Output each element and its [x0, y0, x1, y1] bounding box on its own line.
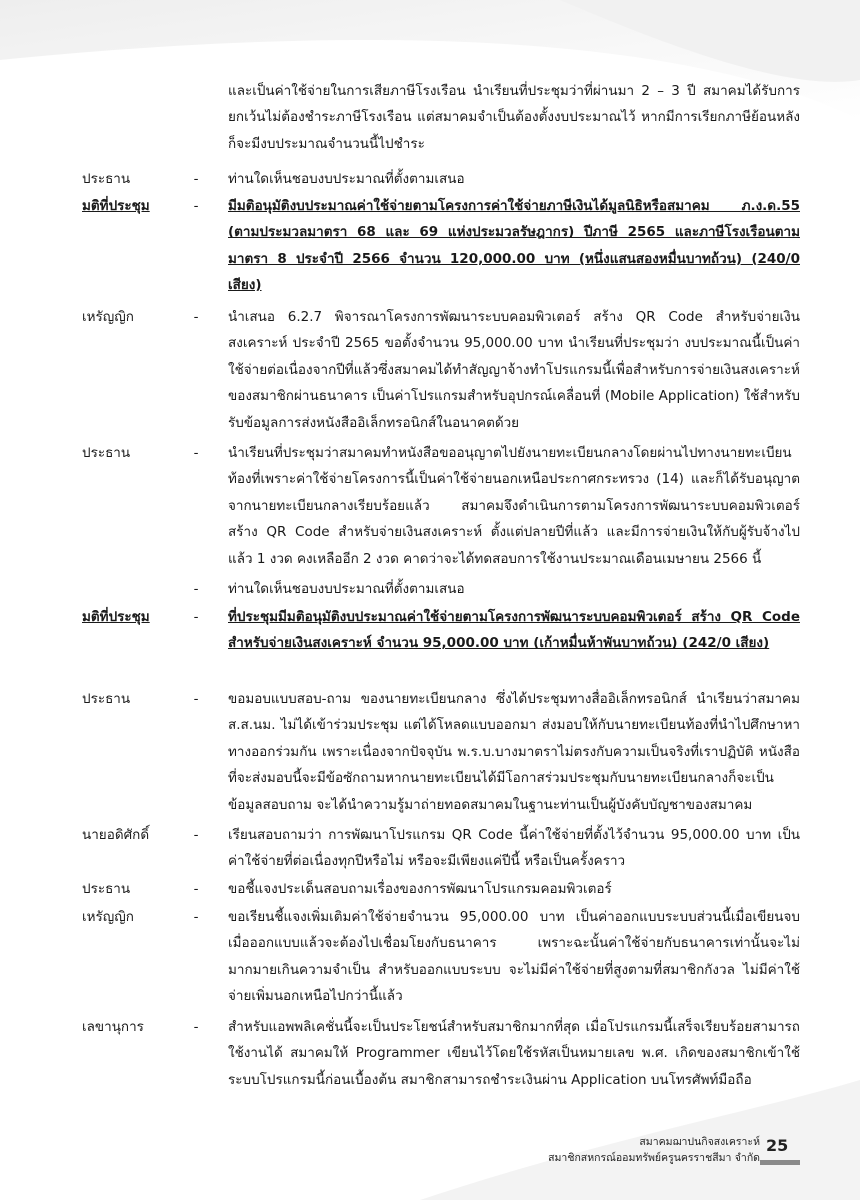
page-footer	[460, 1134, 760, 1166]
page-number: 25	[766, 1136, 789, 1155]
speaker-label: ประธาน	[82, 171, 131, 187]
resolution-label: มติที่ประชุม	[82, 198, 150, 214]
speaker-dash: -	[193, 581, 199, 597]
paragraph-text: ขอชี้แจงประเด็นสอบถามเรื่องของการพัฒนาโปรแกรมคอมพิวเตอร์	[228, 881, 612, 897]
resolution-label: มติที่ประชุม	[82, 609, 150, 625]
resolution-text: มีมติอนุมัติงบประมาณค่าใช้จ่ายตามโครงการค่าใช้จ่ายภาษีเงินได้มูลนิธิหรือสมาคม ภ.ง.ด.55 (ตามประมวลมาตรา 68 และ 69 แห่งประมวลรัษฎากร) ปีภาษี 2565 และภาษีโรงเรือนตามมาตรา 8 ประจำปี 2566 จำนวน 120,000.00 บาท (หนึ่งแสนสองหมื่นบาทถ้วน) (240/0 เสียง)	[228, 198, 800, 294]
paragraph-text: นำเสนอ 6.2.7 พิจารณาโครงการพัฒนาระบบคอมพิวเตอร์ สร้าง QR Code สำหรับจ่ายเงินสงเคราะห์ ประจำปี 2565 ขอตั้งจำนวน 95,000.00 บาท นำเรียนที่ประชุมว่า งบประมาณนี้เป็นค่าใช้จ่ายต่อเนื่องจากปีที่แล้วซึ่งสมาคมได้ทำสัญญาจ้างทำโปรแกรมนี้เพื่อสำหรับการจ่ายเงินสงเคราะห์ของสมาชิกผ่านธนาคาร เป็นค่าโปรแกรมสำหรับอุปกรณ์เคลื่อนที่ (Mobile Application) ใช้สำหรับรับข้อมูลการส่งหนังสืออิเล็กทรอนิกส์ในอนาคตด้วย	[228, 309, 800, 431]
speaker-dash: -	[193, 609, 199, 625]
paragraph-text: ท่านใดเห็นชอบงบประมาณที่ตั้งตามเสนอ	[228, 171, 465, 187]
footer-org-line1: สมาคมฌาปนกิจสงเคราะห์	[639, 1136, 760, 1148]
resolution-text: ที่ประชุมมีมติอนุมัติงบประมาณค่าใช้จ่ายตามโครงการพัฒนาระบบคอมพิวเตอร์ สร้าง QR Code สำหรับจ่ายเงินสงเคราะห์ จำนวน 95,000.00 บาท (เก้าหมื่นห้าพันบาทถ้วน) (242/0 เสียง)	[228, 609, 800, 652]
footer-accent-bar	[760, 1160, 800, 1165]
paragraph-text: ท่านใดเห็นชอบงบประมาณที่ตั้งตามเสนอ	[228, 581, 465, 597]
speaker-dash: -	[193, 171, 199, 187]
paragraph-text: ขอเรียนชี้แจงเพิ่มเติมค่าใช้จ่ายจำนวน 95,000.00 บาท เป็นค่าออกแบบระบบส่วนนี้เมื่อเขียนจบเมื่อออกแบบแล้วจะต้องไปเชื่อมโยงกับธนาคาร เพราะฉะนั้นค่าใช้จ่ายกับธนาคารเท่านั้นจะไม่มากมายเกินความจำเป็น สำหรับออกแบบระบบ จะไม่มีค่าใช้จ่ายที่สูงตามที่สมาชิกกังวล ไม่มีค่าใช้จ่ายเพิ่มนอกเหนือไปกว่านี้แล้ว	[228, 909, 800, 1005]
speaker-label: นายอดิศักดิ์	[82, 827, 150, 843]
paragraph-text: นำเรียนที่ประชุมว่าสมาคมทำหนังสือขออนุญาตไปยังนายทะเบียนกลางโดยผ่านไปทางนายทะเบียนท้องที่เพราะค่าใช้จ่ายโครงการนี้เป็นค่าใช้จ่ายนอกเหนือประกาศกระทรวง (14) และก็ได้รับอนุญาตจากนายทะเบียนกลางเรียบร้อยแล้ว สมาคมจึงดำเนินการตามโครงการพัฒนาระบบคอมพิวเตอร์ สร้าง QR Code สำหรับจ่ายเงินสงเคราะห์ ตั้งแต่ปลายปีที่แล้ว และมีการจ่ายเงินให้กับผู้รับจ้างไปแล้ว 1 งวด คงเหลืออีก 2 งวด คาดว่าจะได้ทดสอบการใช้งานประมาณเดือนเมษายน 2566 นี้	[228, 445, 800, 567]
speaker-dash: -	[193, 198, 199, 214]
speaker-label: ประธาน	[82, 445, 131, 461]
speaker-dash: -	[193, 1019, 199, 1035]
footer-org-line2: สมาชิกสหกรณ์ออมทรัพย์ครูนครราชสีมา จำกัด	[548, 1152, 760, 1164]
speaker-label: ประธาน	[82, 881, 131, 897]
speaker-dash: -	[193, 827, 199, 843]
speaker-dash: -	[193, 909, 199, 925]
speaker-label: เลขานุการ	[82, 1019, 144, 1035]
speaker-label: ประธาน	[82, 691, 131, 707]
paragraph-text: ขอมอบแบบสอบ-ถาม ของนายทะเบียนกลาง ซึ่งได้ประชุมทางสื่ออิเล็กทรอนิกส์ นำเรียนว่าสมาคม ส.ส.นม. ไม่ได้เข้าร่วมประชุม แต่ได้โหลดแบบออกมา ส่งมอบให้กับนายทะเบียนท้องที่นำไปศึกษาหาทางออกร่วมกัน เพราะเนื่องจากปัจจุบัน พ.ร.บ.บางมาตราไม่ตรงกับความเป็นจริงที่เราปฏิบัติ หนังสือที่จะส่งมอบนี้จะมีข้อซักถามหากนายทะเบียนได้มีโอกาสร่วมประชุมกับนายทะเบียนกลางก็จะเป็นข้อมูลสอบถาม จะได้นำความรู้มาถ่ายทอดสมาคมในฐานะท่านเป็นผู้บังคับบัญชาของสมาคม	[228, 691, 800, 813]
speaker-dash: -	[193, 881, 199, 897]
paragraph-text: สำหรับแอพพลิเคชั่นนี้จะเป็นประโยชน์สำหรับสมาชิกมากที่สุด เมื่อโปรแกรมนี้เสร็จเรียบร้อยสามารถใช้งานได้ สมาคมให้ Programmer เขียนไว้โดยใช้รหัสเป็นหมายเลข พ.ศ. เกิดของสมาชิกเข้าใช้ระบบโปรแกรมนี้ก่อนเบื้องต้น สมาชิกสามารถชำระเงินผ่าน Application บนโทรศัพท์มือถือ	[228, 1019, 800, 1088]
paragraph-text: และเป็นค่าใช้จ่ายในการเสียภาษีโรงเรือน นำเรียนที่ประชุมว่าที่ผ่านมา 2 – 3 ปี สมาคมได้รับการยกเว้นไม่ต้องชำระภาษีโรงเรือน แต่สมาคมจำเป็นต้องตั้งงบประมาณไว้ หากมีการเรียกภาษีย้อนหลังก็จะมีงบประมาณจำนวนนี้ไปชำระ	[228, 83, 800, 152]
speaker-dash: -	[193, 445, 199, 461]
paragraph-text: เรียนสอบถามว่า การพัฒนาโปรแกรม QR Code นี้ค่าใช้จ่ายที่ตั้งไว้จำนวน 95,000.00 บาท เป็นค่าใช้จ่ายที่ต่อเนื่องทุกปีหรือไม่ หรือจะมีเพียงแค่ปีนี้ หรือเป็นครั้งคราว	[228, 827, 800, 870]
speaker-dash: -	[193, 691, 199, 707]
speaker-label: เหรัญญิก	[82, 309, 134, 325]
speaker-dash: -	[193, 309, 199, 325]
speaker-label: เหรัญญิก	[82, 909, 134, 925]
